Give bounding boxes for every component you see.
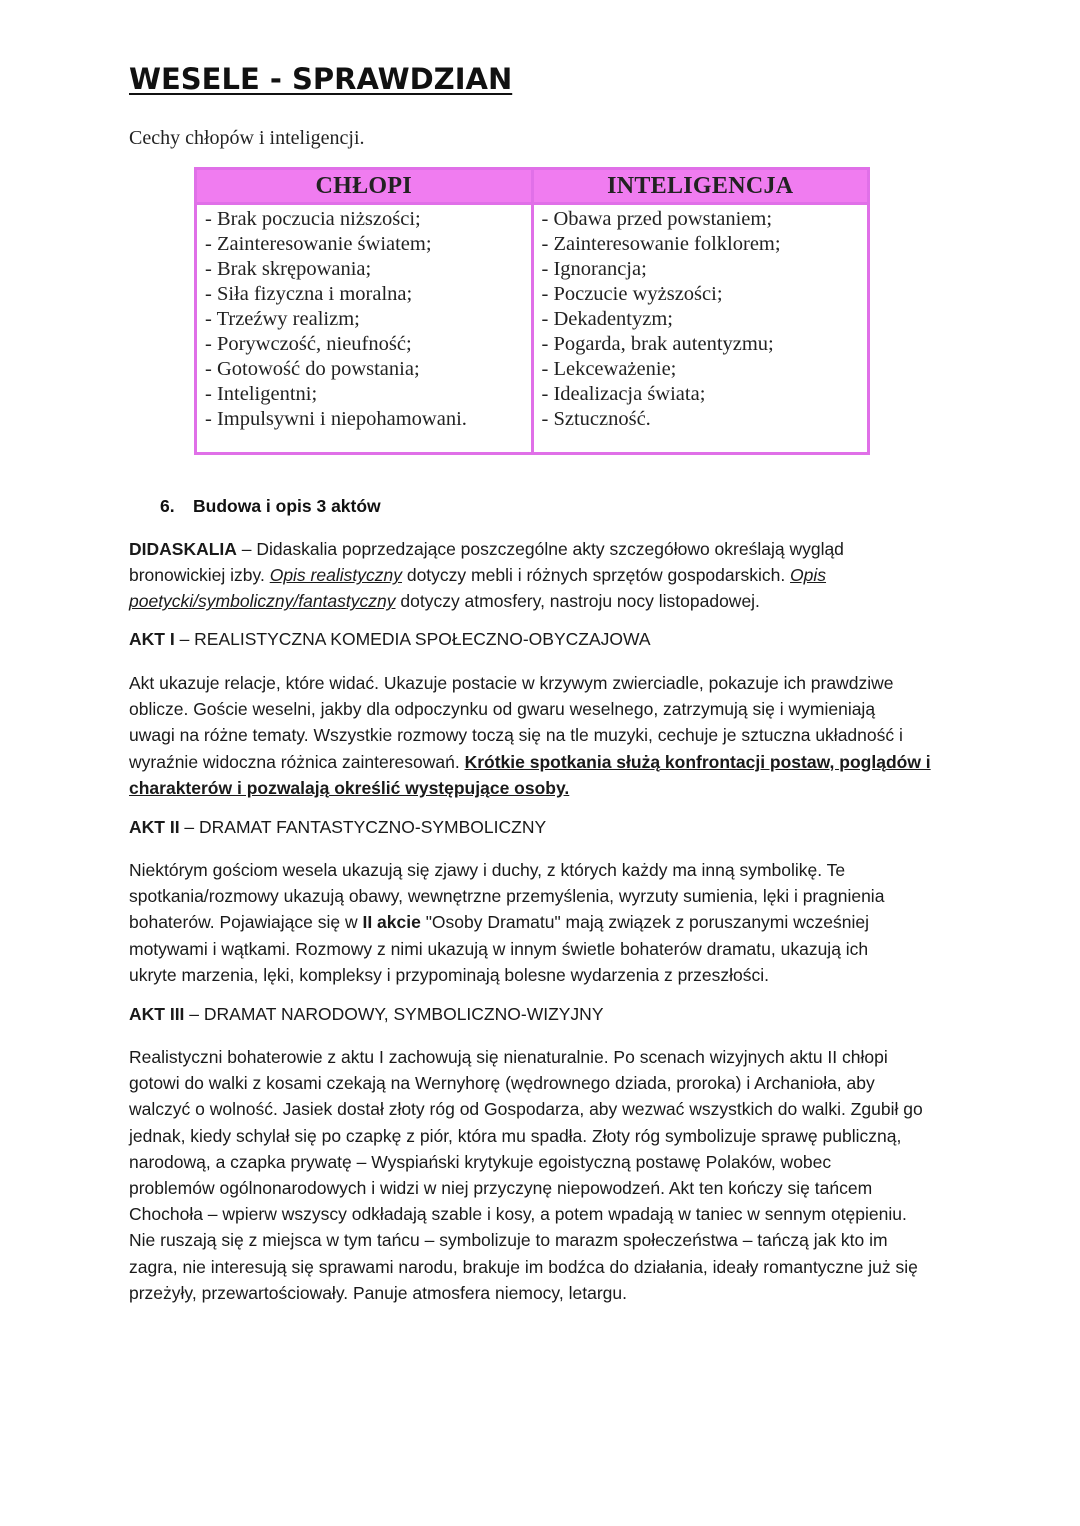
akt3-line: walczyć o wolność. Jasiek dostał złoty róg od Gospodarza, aby wezwać wszystkich do walki. Zgubił go xyxy=(129,1099,923,1120)
chlopi-trait: - Trzeźwy realizm; xyxy=(205,308,360,330)
didaskalia-paragraph xyxy=(129,536,959,615)
didaskalia-text: bronowickiej izby. xyxy=(129,565,270,586)
opis-realistyczny-link: Opis realistyczny xyxy=(269,565,402,586)
akt2-line: spotkania/rozmowy ukazują obawy, wewnętrzne przemyślenia, wyrzuty sumienia, lęki i pragnienia xyxy=(129,886,885,907)
chlopi-trait: - Brak poczucia niższości; xyxy=(205,208,421,230)
inteligencja-cell xyxy=(532,204,869,454)
intro-text: Cechy chłopów i inteligencji. xyxy=(129,127,365,149)
akt3-line: Chochoła – wpierw wszyscy odkładają szable i kosy, a potem wpadają w taniec w sennym otępieniu. xyxy=(129,1204,907,1225)
chlopi-trait: - Gotowość do powstania; xyxy=(205,358,420,380)
chlopi-trait: - Porywczość, nieufność; xyxy=(205,333,412,355)
didaskalia-label: DIDASKALIA xyxy=(129,539,237,559)
akt1-label: AKT I xyxy=(129,629,175,649)
opis-poetycki-link: poetycki/symboliczny/fantastyczny xyxy=(129,591,396,612)
akt2-line: "Osoby Dramatu" mają związek z poruszanymi wcześniej xyxy=(420,912,869,933)
akt1-heading xyxy=(129,629,651,650)
opis-link: Opis xyxy=(790,565,827,586)
akt1-line: uwagi na różne tematy. Wszystkie rozmowy toczą się na tle muzyki, cechuje je sztuczna układność i xyxy=(129,725,903,746)
akt3-label: AKT III xyxy=(129,1004,185,1024)
akt1-line: oblicze. Goście weselni, jakby dla odpoczynku od gwaru weselnego, zatrzymują się i wymieniają xyxy=(129,699,876,720)
akt3-line: Nie ruszają się z miejsca w tym tańcu – symbolizuje to marazm społeczeństwa – tańczą jak kto im xyxy=(129,1230,888,1251)
section-number: 6. xyxy=(160,496,175,516)
inteligencja-trait: - Zainteresowanie folklorem; xyxy=(541,233,781,255)
akt2-line: motywami i wątkami. Rozmowy z nimi ukazują w innym świetle bohaterów dramatu, ukazują ich xyxy=(129,938,869,959)
akt3-line: narodową, a czapka prywatę – Wyspiański krytykuje egoistyczną postawę Polaków, wobec xyxy=(129,1151,832,1172)
akt2-label: AKT II xyxy=(129,817,180,837)
akt3-heading xyxy=(129,1004,604,1025)
chlopi-trait: - Zainteresowanie światem; xyxy=(205,233,432,255)
akt3-line: jednak, kiedy schylał się po czapkę z piór, która mu spadła. Złoty róg symbolizuje sprawę publiczną, xyxy=(129,1125,902,1146)
akt3-line: problemów ogólnonarodowych i widzi w niej przyczynę niepowodzeń. Akt ten kończy się tańcem xyxy=(129,1178,873,1199)
akt3-subtitle: – DRAMAT NARODOWY, SYMBOLICZNO-WIZYJNY xyxy=(184,1004,604,1024)
akt3-line: gotowi do walki z kosami czekają na Wernyhorę (wędrownego dziada, proroka) i Archanioła, aby xyxy=(129,1073,875,1094)
akt2-line: Niektórym gościom wesela ukazują się zjawy i duchy, z których każdy ma inną symbolikę. Te xyxy=(129,860,846,880)
chlopi-cell xyxy=(196,204,533,454)
akt2-bold: II akcie xyxy=(362,912,421,933)
inteligencja-trait: - Poczucie wyższości; xyxy=(541,283,723,305)
akt2-line: ukryte marzenia, lęki, kompleksy i przypominają bolesne wydarzenia z przeszłości. xyxy=(129,964,769,985)
header-inteligencja: INTELIGENCJA xyxy=(532,169,869,204)
akt3-line: zagra, nie interesują się sprawami narodu, brakuje im bodźca do działania, ideały romantyczne już się xyxy=(129,1256,918,1277)
akt1-emphasis: charakterów i pozwalają określić występujące osoby. xyxy=(129,777,570,798)
inteligencja-trait: - Dekadentyzm; xyxy=(541,308,673,330)
inteligencja-trait: - Idealizacja świata; xyxy=(541,383,706,405)
header-chlopi: CHŁOPI xyxy=(196,169,533,204)
section-heading xyxy=(160,496,381,517)
akt3-line: przeżyły, przewartościowały. Panuje atmosfera niemocy, letargu. xyxy=(129,1282,627,1303)
chlopi-trait: - Impulsywni i niepohamowani. xyxy=(205,408,467,430)
section-title: Budowa i opis 3 aktów xyxy=(193,496,381,516)
traits-table xyxy=(194,167,870,455)
akt1-line: wyraźnie widoczna różnica zainteresowań. xyxy=(129,751,465,772)
akt2-paragraph xyxy=(129,857,959,988)
chlopi-trait: - Siła fizyczna i moralna; xyxy=(205,283,413,305)
akt1-emphasis: Krótkie spotkania służą konfrontacji postaw, poglądów i xyxy=(464,751,931,772)
akt1-subtitle: – REALISTYCZNA KOMEDIA SPOŁECZNO-OBYCZAJOWA xyxy=(174,629,651,649)
inteligencja-trait: - Sztuczność. xyxy=(541,408,651,430)
didaskalia-text: dotyczy atmosfery, nastroju nocy listopadowej. xyxy=(395,591,760,612)
inteligencja-trait: - Pogarda, brak autentyzmu; xyxy=(541,333,774,355)
chlopi-trait: - Inteligentni; xyxy=(205,383,318,405)
page-title: WESELE - SPRAWDZIAN xyxy=(129,62,513,96)
akt2-line: bohaterów. Pojawiające się w xyxy=(129,912,363,933)
inteligencja-trait: - Ignorancja; xyxy=(541,258,647,280)
akt2-subtitle: – DRAMAT FANTASTYCZNO-SYMBOLICZNY xyxy=(179,817,547,837)
didaskalia-text: – Didaskalia poprzedzające poszczególne akty szczegółowo określają wygląd xyxy=(236,539,844,559)
akt3-line: Realistyczni bohaterowie z aktu I zachowują się nienaturalnie. Po scenach wizyjnych aktu II chłopi xyxy=(129,1047,888,1067)
akt3-paragraph xyxy=(129,1044,959,1306)
inteligencja-trait: - Obawa przed powstaniem; xyxy=(541,208,773,230)
akt2-heading xyxy=(129,817,546,838)
chlopi-trait: - Brak skrępowania; xyxy=(205,258,372,280)
didaskalia-text: dotyczy mebli i różnych sprzętów gospodarskich. xyxy=(401,565,791,586)
akt1-line: Akt ukazuje relacje, które widać. Ukazuje postacie w krzywym zwierciadle, pokazuje ich prawdziwe xyxy=(129,673,894,693)
akt1-paragraph xyxy=(129,670,959,801)
inteligencja-trait: - Lekceważenie; xyxy=(541,358,677,380)
